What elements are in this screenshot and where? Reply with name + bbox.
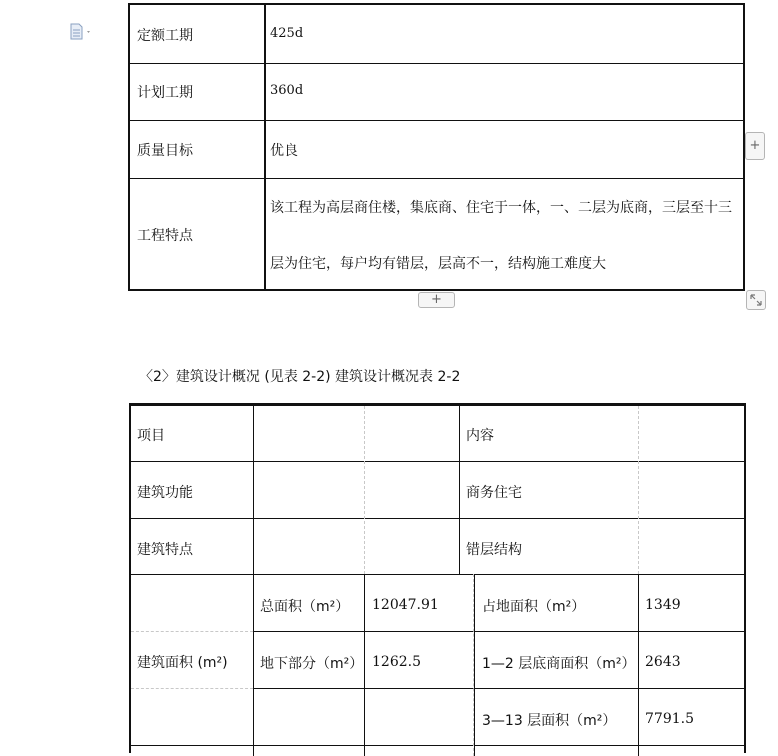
function-label: 建筑功能 xyxy=(137,485,193,501)
total-area-value: 12047.91 xyxy=(372,597,439,613)
underground-area-value: 1262.5 xyxy=(372,654,421,670)
table-caption: 〈2〉建筑设计概况 (见表 2-2) 建筑设计概况表 2-2 xyxy=(139,369,461,385)
row-divider xyxy=(253,631,744,632)
residential-area-value: 7791.5 xyxy=(645,711,694,727)
row-divider xyxy=(131,518,744,519)
land-area-value: 1349 xyxy=(645,597,681,613)
total-area-label: 总面积（m²） xyxy=(260,599,350,615)
column-divider xyxy=(253,406,254,756)
row-value-line2: 层为住宅，每户均有错层，层高不一，结构施工难度大 xyxy=(270,256,606,272)
feature-value: 错层结构 xyxy=(466,542,522,558)
row-label: 计划工期 xyxy=(137,85,193,101)
header-item: 项目 xyxy=(137,428,165,444)
row-value: 425d xyxy=(270,26,304,41)
header-content: 内容 xyxy=(466,428,494,444)
building-design-table xyxy=(129,403,746,753)
row-label: 工程特点 xyxy=(137,228,193,244)
row-label: 定额工期 xyxy=(137,28,193,44)
column-divider xyxy=(364,574,365,756)
resize-table-icon[interactable] xyxy=(746,290,766,310)
row-label: 质量目标 xyxy=(137,143,193,159)
row-divider xyxy=(131,688,253,689)
column-divider xyxy=(364,406,365,574)
retail-area-value: 2643 xyxy=(645,654,681,670)
project-overview-table xyxy=(128,3,745,291)
row-value: 优良 xyxy=(270,143,298,159)
table-row xyxy=(130,178,743,289)
add-column-button[interactable]: + xyxy=(745,132,765,160)
underground-area-label: 地下部分（m²） xyxy=(260,656,364,672)
document-icon[interactable] xyxy=(68,22,94,42)
function-value: 商务住宅 xyxy=(466,485,522,501)
row-divider xyxy=(131,631,253,632)
add-row-button[interactable]: + xyxy=(418,292,455,308)
row-divider xyxy=(131,574,744,575)
row-divider xyxy=(253,688,744,689)
column-divider xyxy=(638,406,639,574)
row-value-line1: 该工程为高层商住楼，集底商、住宅于一体，一、二层为底商，三层至十三 xyxy=(270,200,732,216)
land-area-label: 占地面积（m²） xyxy=(482,599,586,615)
table-row xyxy=(130,5,743,64)
table-row xyxy=(130,120,743,179)
row-value: 360d xyxy=(270,83,304,98)
feature-label: 建筑特点 xyxy=(137,542,193,558)
residential-area-label: 3—13 层面积（m²） xyxy=(482,713,617,729)
row-divider xyxy=(131,461,744,462)
retail-area-label: 1—2 层底商面积（m²） xyxy=(482,656,636,672)
row-divider xyxy=(131,745,744,746)
table-row xyxy=(130,63,743,121)
column-divider xyxy=(474,574,475,756)
column-divider xyxy=(459,406,460,574)
area-label: 建筑面积 (m²) xyxy=(137,655,228,671)
column-divider xyxy=(638,574,639,756)
